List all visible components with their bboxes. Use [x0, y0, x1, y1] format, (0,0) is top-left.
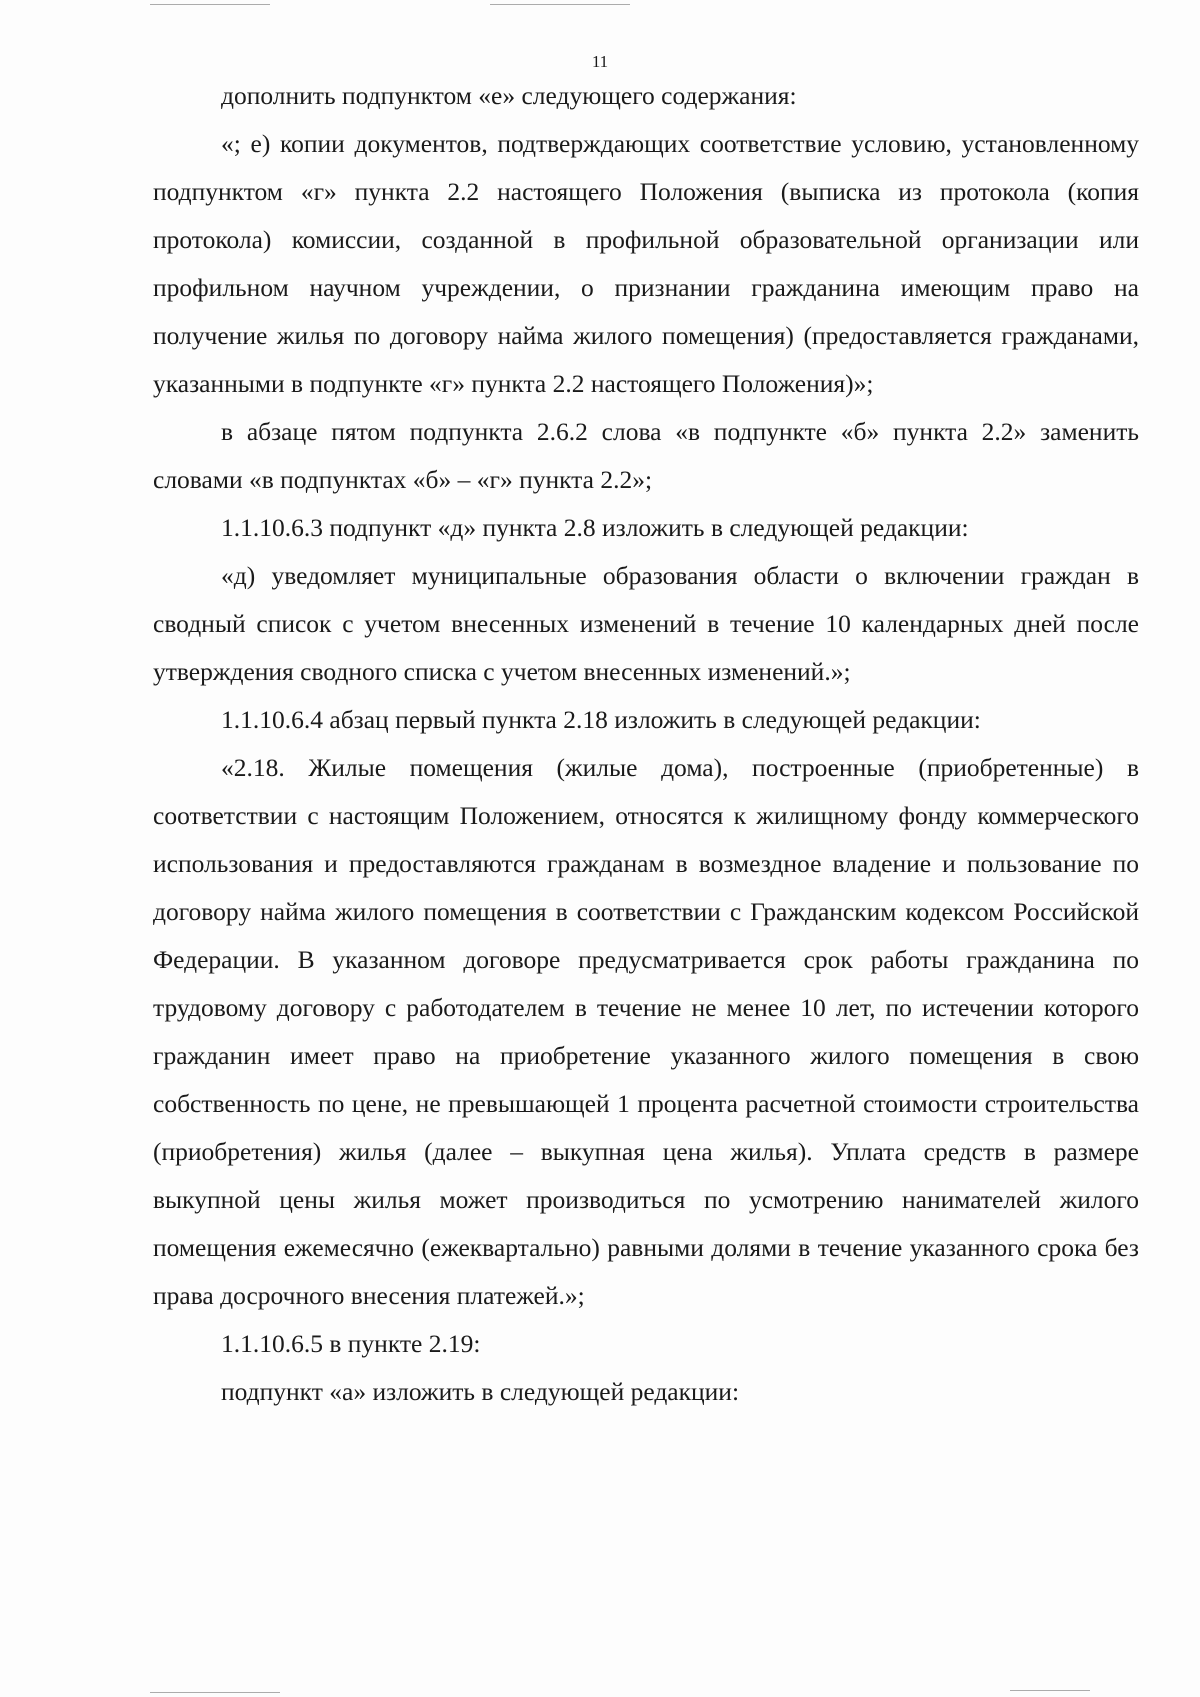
scan-artifact-bottom-left — [150, 1692, 280, 1693]
paragraph-8: 1.1.10.6.5 в пункте 2.19: — [221, 1329, 481, 1358]
paragraph-3: в абзаце пятом подпункта 2.6.2 слова «в подпункте «б» пункта 2.2» заменить словами «в подпунктах «б» – «г» пункта 2.2»; — [153, 417, 1139, 494]
document-body — [153, 72, 1139, 1416]
page-number: 11 — [591, 52, 609, 71]
paragraph-1: дополнить подпунктом «е» следующего содержания: — [221, 81, 797, 110]
paragraph-5: «д) уведомляет муниципальные образования области о включении граждан в сводный список с учетом внесенных изменений в течение 10 календарных дней после утверждения сводного списка с учетом внесенных изменений.»; — [153, 561, 1139, 686]
paragraph-2: «; е) копии документов, подтверждающих соответствие условию, установленному подпунктом «г» пункта 2.2 настоящего Положения (выписка из протокола (копия протокола) комиссии, созданной в профильной образовательной организации или профильном научном учреждении, о признании гражданина имеющим право на получение жилья по договору найма жилого помещения) (предоставляется гражданами, указанными в подпункте «г» пункта 2.2 настоящего Положения)»; — [153, 129, 1139, 398]
paragraph-4: 1.1.10.6.3 подпункт «д» пункта 2.8 изложить в следующей редакции: — [221, 513, 969, 542]
paragraph-6: 1.1.10.6.4 абзац первый пункта 2.18 изложить в следующей редакции: — [221, 705, 981, 734]
scan-artifact-bottom-right — [1010, 1690, 1090, 1691]
paragraph-9: подпункт «а» изложить в следующей редакции: — [221, 1377, 740, 1406]
scan-artifact-top-left — [150, 4, 270, 5]
paragraph-7: «2.18. Жилые помещения (жилые дома), построенные (приобретенные) в соответствии с настоящим Положением, относятся к жилищному фонду коммерческого использования и предоставляются гражданам в возмездное владение и пользование по договору найма жилого помещения в соответствии с Гражданским кодексом Российской Федерации. В указанном договоре предусматривается срок работы гражданина по трудовому договору с работодателем в течение не менее 10 лет, по истечении которого гражданин имеет право на приобретение указанного жилого помещения в свою собственность по цене, не превышающей 1 процента расчетной стоимости строительства (приобретения) жилья (далее – выкупная цена жилья). Уплата средств в размере выкупной цены жилья может производиться по усмотрению нанимателей жилого помещения ежемесячно (ежеквартально) равными долями в течение указанного срока без права досрочного внесения платежей.»; — [153, 753, 1139, 1310]
scan-artifact-top-center — [490, 4, 630, 5]
